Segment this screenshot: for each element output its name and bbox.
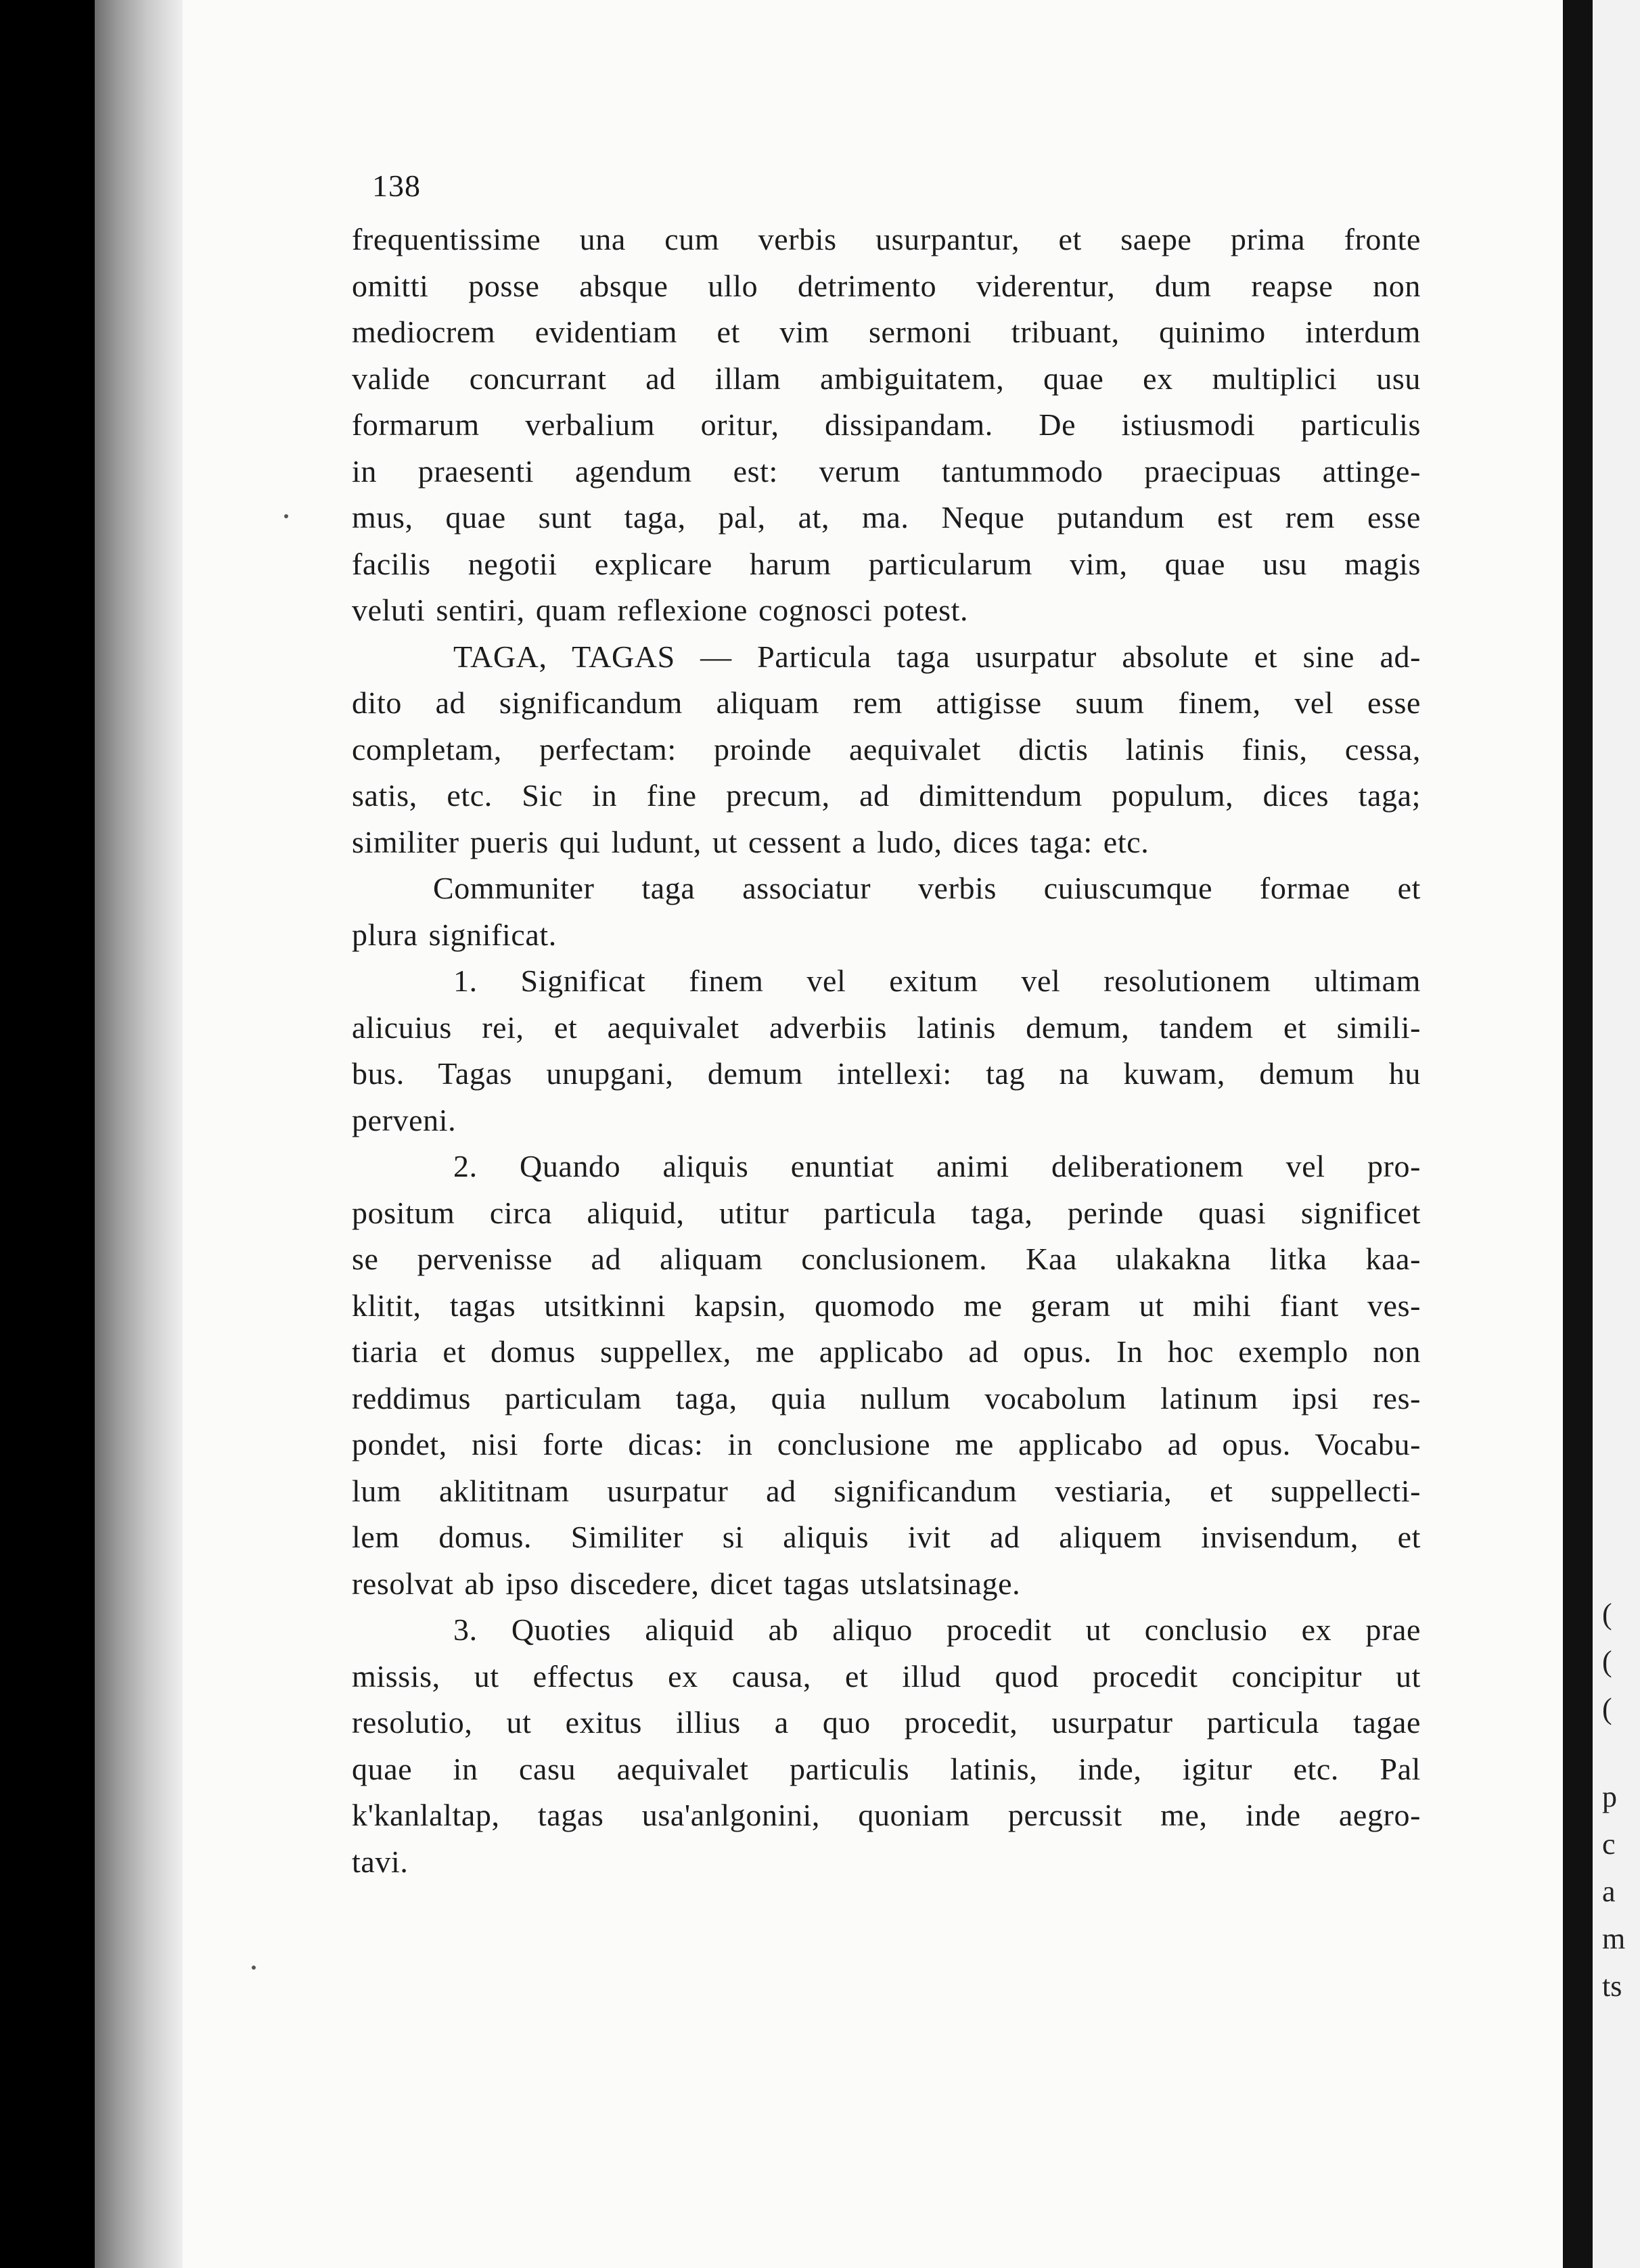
text-line: se pervenisse ad aliquam conclusionem. Kaa ulakakna litka kaa-	[352, 1242, 1421, 1276]
text-line: frequentissime una cum verbis usurpantur, et saepe prima fronte	[352, 222, 1421, 256]
next-page-fragment: a	[1602, 1875, 1616, 1908]
text-line: reddimus particulam taga, quia nullum vocabolum latinum ipsi res-	[352, 1380, 1421, 1415]
text-line: completam, perfectam: proinde aequivalet dictis latinis finis, cessa,	[352, 731, 1421, 767]
page-number: 138	[372, 168, 421, 203]
text-line: resolutio, ut exitus illius a quo procedit, usurpatur particula tagae	[352, 1705, 1421, 1740]
next-page-fragment: (	[1602, 1645, 1612, 1678]
text-line: formarum verbalium oritur, dissipandam. De istiusmodi particulis	[352, 407, 1421, 442]
text-line: in praesenti agendum est: verum tantummodo praecipuas attinge-	[352, 453, 1421, 489]
text-line: Communiter taga associatur verbis cuiuscumque formae et	[433, 871, 1421, 905]
scan-speck	[284, 514, 288, 518]
text-line: quae in casu aequivalet particulis latinis, inde, igitur etc. Pal	[352, 1751, 1421, 1786]
text-line: TAGA, TAGAS — Particula taga usurpatur absolute et sine ad-	[453, 639, 1421, 674]
text-line: plura significat.	[352, 917, 557, 952]
text-line: lem domus. Similiter si aliquis ivit ad aliquem invisendum, et	[352, 1520, 1421, 1554]
text-line: missis, ut effectus ex causa, et illud quod procedit concipitur ut	[352, 1658, 1421, 1694]
text-line: tavi.	[352, 1844, 409, 1879]
next-page-fragment: c	[1602, 1828, 1616, 1861]
text-line: 2. Quando aliquis enuntiat animi deliberationem vel pro-	[453, 1149, 1421, 1183]
page-binding-gutter	[95, 0, 183, 2268]
text-line: positum circa aliquid, utitur particula taga, perinde quasi significet	[352, 1195, 1421, 1230]
next-page-edge	[1593, 0, 1640, 2268]
text-line: klitit, tagas utsitkinni kapsin, quomodo me geram ut mihi fiant ves-	[352, 1288, 1421, 1323]
next-page-fragment: (	[1602, 1597, 1612, 1631]
text-line: alicuius rei, et aequivalet adverbiis latinis demum, tandem et simili-	[352, 1010, 1421, 1045]
text-line: 3. Quoties aliquid ab aliquo procedit ut conclusio ex prae	[453, 1612, 1421, 1647]
next-page-fragment: ts	[1602, 1970, 1622, 2003]
text-line: mus, quae sunt taga, pal, at, ma. Neque putandum est rem esse	[352, 500, 1421, 535]
page-separator	[1563, 0, 1593, 2268]
scan-speck	[252, 1966, 256, 1970]
text-line: tiaria et domus suppellex, me applicabo ad opus. In hoc exemplo non	[352, 1334, 1421, 1369]
body-text	[352, 217, 1421, 1885]
text-line: dito ad significandum aliquam rem attigisse suum finem, vel esse	[352, 685, 1421, 720]
text-line: resolvat ab ipso discedere, dicet tagas utslatsinage.	[352, 1566, 1021, 1601]
next-page-fragment: p	[1602, 1780, 1617, 1813]
text-line: lum aklititnam usurpatur ad significandum vestiaria, et suppellecti-	[352, 1473, 1421, 1508]
text-line: k'kanlaltap, tagas usa'anlgonini, quoniam percussit me, inde aegro-	[352, 1798, 1421, 1832]
text-line: bus. Tagas unupgani, demum intellexi: tag na kuwam, demum hu	[352, 1056, 1421, 1091]
next-page-fragment: (	[1602, 1692, 1612, 1725]
text-line: omitti posse absque ullo detrimento viderentur, dum reapse non	[352, 268, 1421, 303]
text-line: veluti sentiri, quam reflexione cognosci potest.	[352, 593, 969, 627]
text-line: 1. Significat finem vel exitum vel resolutionem ultimam	[453, 963, 1421, 998]
text-line: pondet, nisi forte dicas: in conclusione me applicabo ad opus. Vocabu-	[352, 1427, 1421, 1461]
text-line: perveni.	[352, 1102, 457, 1137]
text-line: satis, etc. Sic in fine precum, ad dimittendum populum, dices taga;	[352, 778, 1421, 813]
text-line: similiter pueris qui ludunt, ut cessent a ludo, dices taga: etc.	[352, 824, 1149, 859]
text-line: facilis negotii explicare harum particularum vim, quae usu magis	[352, 546, 1421, 581]
text-line: valide concurrant ad illam ambiguitatem, quae ex multiplici usu	[352, 361, 1421, 396]
text-line: mediocrem evidentiam et vim sermoni tribuant, quinimo interdum	[352, 315, 1421, 349]
next-page-fragment: m	[1602, 1922, 1626, 1955]
